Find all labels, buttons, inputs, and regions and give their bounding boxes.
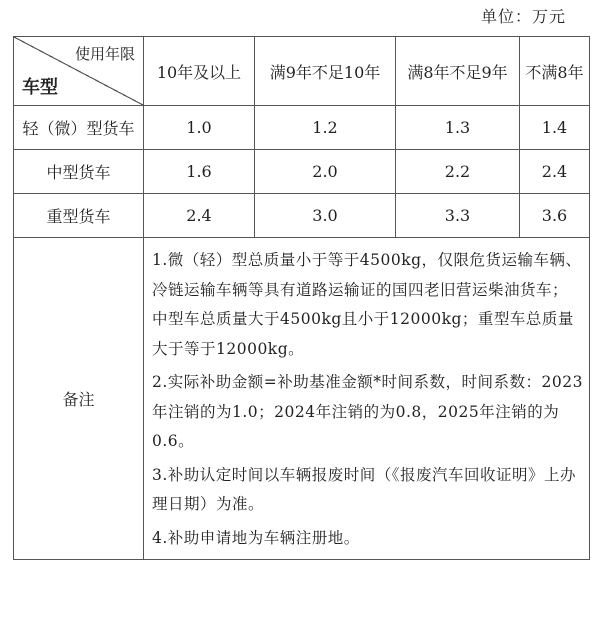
value-cell: 1.3	[396, 106, 520, 150]
note-item: 4.补助申请地为车辆注册地。	[152, 528, 360, 547]
column-header: 满9年不足10年	[255, 37, 396, 106]
table-row	[14, 106, 590, 150]
value-cell: 3.0	[255, 194, 396, 238]
corner-header-cell	[14, 37, 144, 106]
vehicle-type-cell: 重型货车	[14, 194, 144, 238]
value-cell: 1.4	[520, 106, 590, 150]
vehicle-type-cell: 轻（微）型货车	[14, 106, 144, 150]
value-cell: 1.2	[255, 106, 396, 150]
corner-years-label: 使用年限	[74, 45, 135, 63]
subsidy-table	[13, 36, 590, 560]
value-cell: 1.0	[144, 106, 255, 150]
table-row	[14, 150, 590, 194]
note-item: 2.实际补助金额=补助基准金额*时间系数，时间系数：2023年注销的为1.0；2024年注销的为0.8，2025年注销的为0.6。	[152, 373, 583, 450]
table-row	[14, 194, 590, 238]
value-cell: 3.3	[396, 194, 520, 238]
column-header: 不满8年	[520, 37, 590, 106]
value-cell: 2.2	[396, 150, 520, 194]
column-header: 10年及以上	[144, 37, 255, 106]
note-item: 3.补助认定时间以车辆报废时间（《报废汽车回收证明》上办理日期）为准。	[152, 465, 577, 513]
corner-type-label: 车型	[22, 77, 58, 98]
notes-content-cell	[144, 238, 590, 560]
value-cell: 2.4	[520, 150, 590, 194]
value-cell: 1.6	[144, 150, 255, 194]
notes-row	[14, 238, 590, 560]
header-row	[14, 37, 590, 106]
unit-label: 单位：万元	[480, 7, 566, 26]
value-cell: 2.0	[255, 150, 396, 194]
note-item: 1.微（轻）型总质量小于等于4500kg，仅限危货运输车辆、冷链运输车辆等具有道路运输证的国四老旧营运柴油货车；中型车总质量大于4500kg且小于12000kg；重型车总质量大于等于12000kg。	[152, 251, 582, 358]
column-header: 满8年不足9年	[396, 37, 520, 106]
notes-label-cell: 备注	[14, 238, 144, 560]
value-cell: 2.4	[144, 194, 255, 238]
vehicle-type-cell: 中型货车	[14, 150, 144, 194]
value-cell: 3.6	[520, 194, 590, 238]
